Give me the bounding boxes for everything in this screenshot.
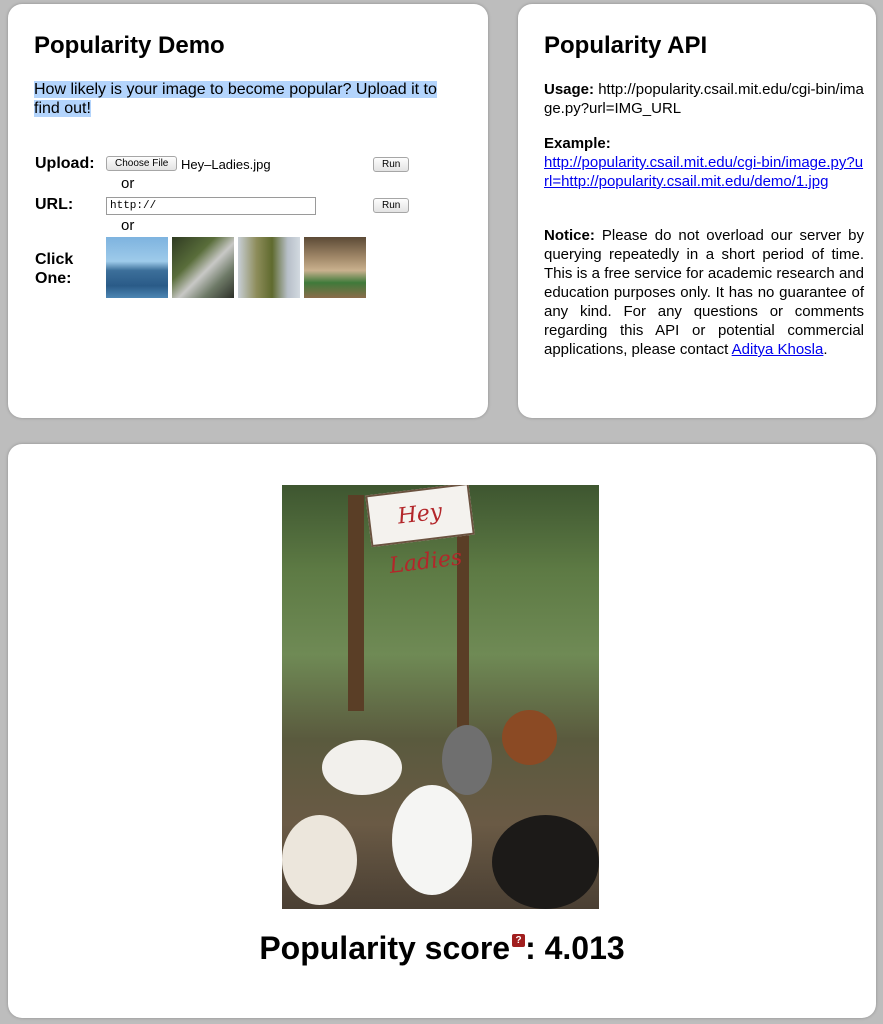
hey-ladies-sign: Hey Ladies — [365, 485, 475, 547]
upload-run-button[interactable]: Run — [373, 157, 409, 172]
api-notice — [544, 226, 864, 359]
sample-image-river[interactable] — [106, 237, 168, 298]
selected-file-name: Hey–Ladies.jpg — [181, 157, 271, 172]
click-one-label-line2: One: — [35, 270, 72, 287]
choose-file-button[interactable]: Choose File — [106, 156, 177, 171]
question-mark-icon[interactable]: ? — [512, 934, 525, 947]
api-example — [544, 134, 864, 191]
demo-panel — [8, 4, 488, 418]
url-input[interactable] — [106, 197, 316, 215]
score-label: Popularity score — [259, 930, 511, 966]
url-label: URL: — [35, 196, 74, 213]
popularity-score — [8, 930, 876, 967]
example-link[interactable]: http://popularity.csail.mit.edu/cgi-bin/image.py?url=http://popularity.csail.mit.edu/demo/1.jpg — [544, 154, 864, 190]
example-label: Example: — [544, 135, 611, 152]
result-panel — [8, 444, 876, 1018]
url-run-button[interactable]: Run — [373, 198, 409, 213]
usage-label: Usage: — [544, 81, 595, 98]
notice-label: Notice: — [544, 227, 595, 244]
demo-title: Popularity Demo — [34, 32, 225, 59]
sample-image-stream[interactable] — [172, 237, 234, 298]
api-panel — [518, 4, 876, 418]
demo-intro — [34, 80, 464, 118]
usage-text: http://popularity.csail.mit.edu/cgi-bin/image.py?url=IMG_URL — [544, 81, 864, 117]
notice-text: Please do not overload our server by querying repeatedly in a short period of time. This is a free service for academic research and education purposes only. It has no guarantee of any kind. For any questions or comments regarding this API or potential commercial applications, please contact — [544, 227, 864, 358]
api-usage — [544, 80, 864, 118]
click-one-label-line1: Click — [35, 251, 74, 268]
contact-link[interactable]: Aditya Khosla — [731, 341, 824, 358]
or-separator-2: or — [121, 217, 135, 234]
score-value: 4.013 — [544, 930, 625, 966]
demo-intro-text: How likely is your image to become popular? Upload it to find out! — [34, 81, 437, 117]
sample-image-cliff[interactable] — [238, 237, 300, 298]
upload-label: Upload: — [35, 155, 95, 172]
or-separator-1: or — [121, 175, 135, 192]
score-separator: : — [525, 930, 545, 966]
sample-image-room[interactable] — [304, 237, 366, 298]
notice-end: . — [823, 341, 828, 358]
api-title: Popularity API — [544, 32, 708, 59]
result-image — [282, 485, 599, 909]
